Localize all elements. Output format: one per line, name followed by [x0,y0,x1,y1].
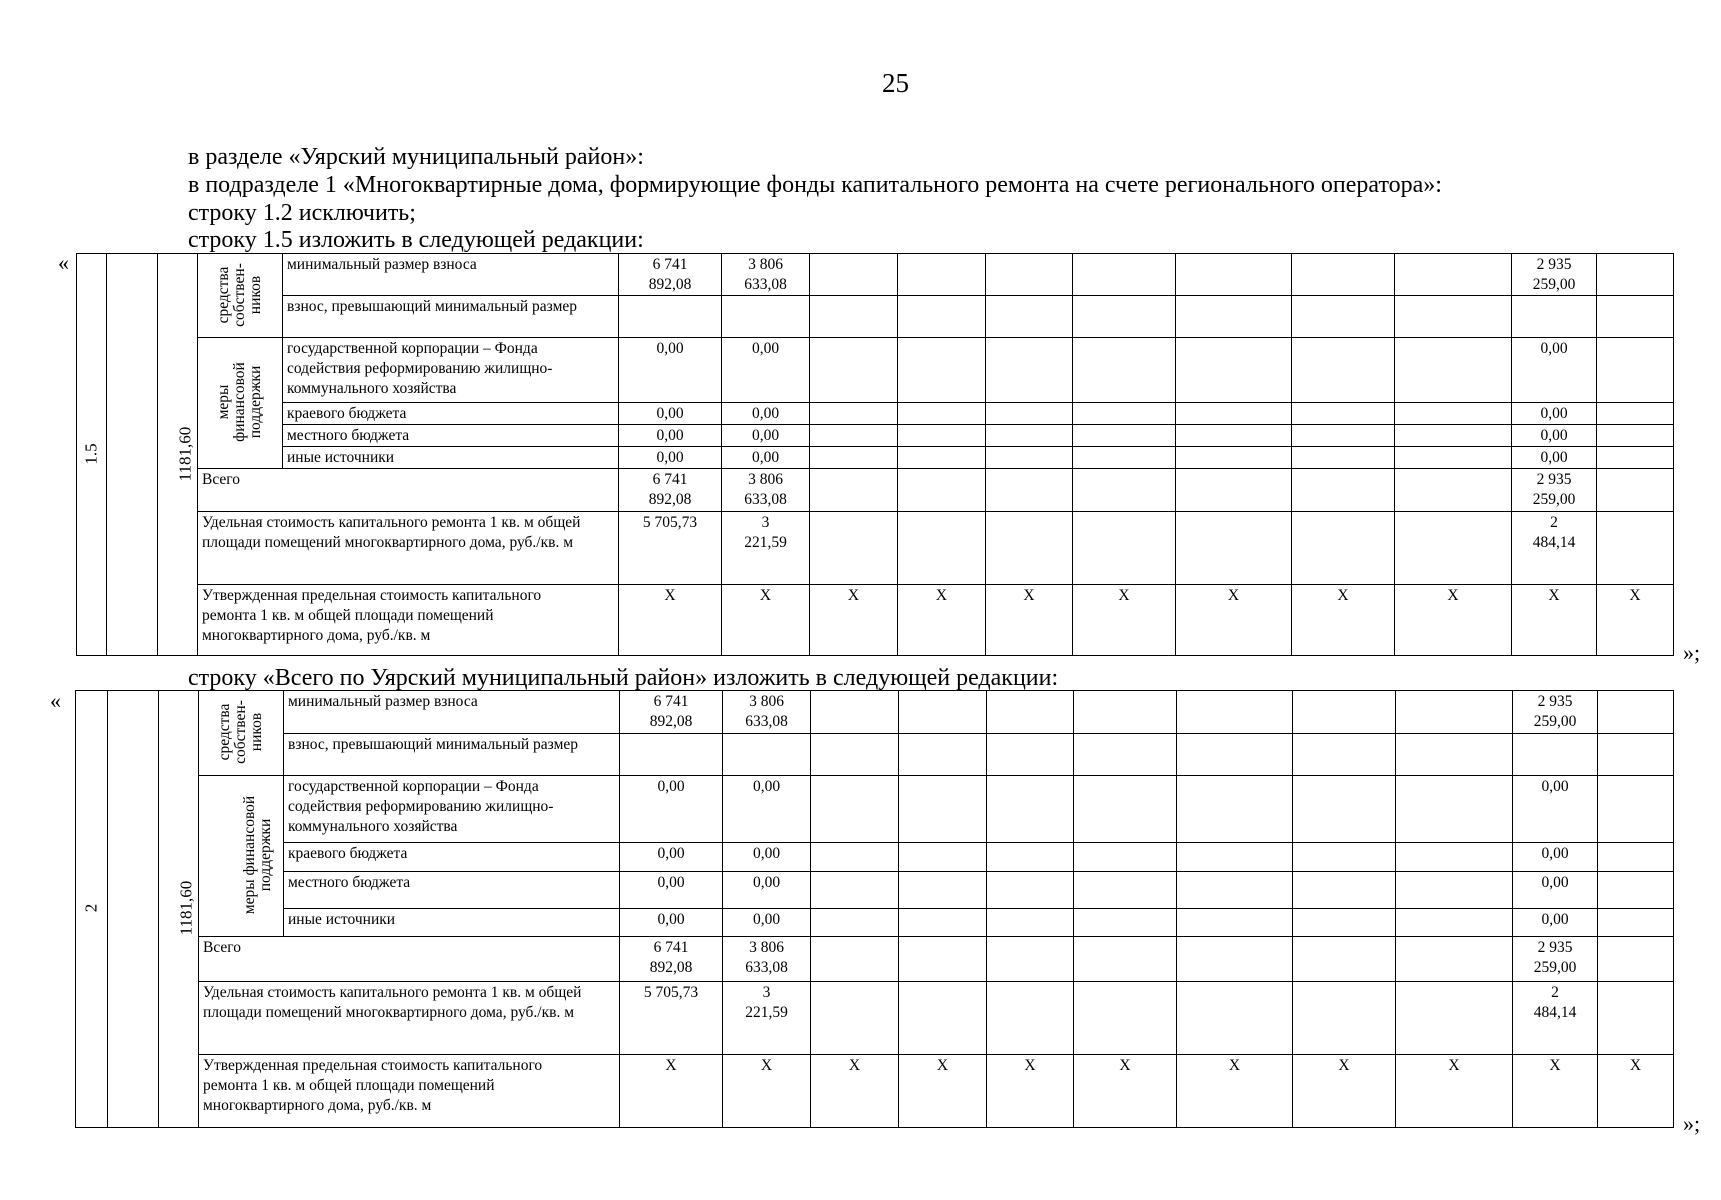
value-cell: 3 221,59 [723,982,811,1055]
value-cell: 0,00 [620,872,723,909]
value-cell: 0,00 [619,403,722,425]
x-mark: Х [1176,585,1292,656]
table-row [76,843,1674,872]
table-row [76,872,1674,909]
x-mark: Х [986,585,1073,656]
open-quote-2: « [50,688,61,713]
x-mark: Х [723,1055,811,1128]
row-label: Удельная стоимость капитального ремонта 1 кв. м общей площади помещений многоквартирного дома, руб./кв. м [199,982,620,1055]
intro-line-2: в подразделе 1 «Многоквартирные дома, формирующие фонды капитального ремонта на счете регионального оператора»: [188,172,1442,198]
intro-line-1: в разделе «Уярский муниципальный район»: [188,144,644,170]
table-row [77,447,1674,469]
row-label: государственной корпорации – Фонда содействия реформированию жилищно-коммунального хозяйства [284,776,620,843]
value-cell: 2 935 259,00 [1513,937,1598,982]
support-group-cell: меры финансовой поддержки [199,776,284,937]
area-cell: 1181,60 [158,254,198,656]
table-row [77,296,1674,338]
value-cell: 0,00 [1512,447,1597,469]
value-cell: 0,00 [620,843,723,872]
intro-line-4: строку 1.5 изложить в следующей редакции: [188,227,644,253]
value-cell: 5 705,73 [619,512,722,585]
support-group-cell: меры финансовой поддержки [198,338,283,469]
value-cell: 3 806 633,08 [723,937,811,982]
table-row [77,403,1674,425]
area-cell: 1181,60 [159,691,199,1128]
x-mark: Х [1396,1055,1513,1128]
x-mark: Х [1177,1055,1293,1128]
value-cell: 3 806 633,08 [722,469,810,512]
value-cell: 0,00 [722,447,810,469]
row-label: краевого бюджета [283,403,619,425]
row-label: Утвержденная предельная стоимость капитального ремонта 1 кв. м общей площади помещений многоквартирного дома, руб./кв. м [198,585,619,656]
row-number-cell: 2 [76,691,108,1128]
x-mark: Х [1513,1055,1598,1128]
intro-line-3: строку 1.2 исключить; [188,200,416,226]
row-label: взнос, превышающий минимальный размер [284,734,620,776]
row-label: взнос, превышающий минимальный размер [283,296,619,338]
value-cell: 0,00 [1513,776,1598,843]
row-label: Всего [199,937,620,982]
value-cell: 0,00 [1512,425,1597,447]
value-cell: 2 935 259,00 [1512,254,1597,296]
x-mark: Х [1293,1055,1396,1128]
close-quote-2: »; [1683,1111,1701,1136]
value-cell: 3 221,59 [722,512,810,585]
row-title-cell [108,691,159,1128]
x-mark: Х [620,1055,723,1128]
table-row [76,937,1674,982]
x-mark: Х [1074,1055,1177,1128]
table-row [76,776,1674,843]
value-cell: 0,00 [619,338,722,403]
table-row [76,909,1674,937]
table-row [77,254,1674,296]
value-cell: 2 935 259,00 [1513,691,1598,734]
value-cell: 0,00 [722,338,810,403]
value-cell: 3 806 633,08 [723,691,811,734]
x-mark: Х [1292,585,1395,656]
x-mark: Х [1073,585,1176,656]
value-cell: 6 741 892,08 [620,691,723,734]
row-label: Утвержденная предельная стоимость капитального ремонта 1 кв. м общей площади помещений многоквартирного дома, руб./кв. м [199,1055,620,1128]
value-cell: 0,00 [619,447,722,469]
open-quote-1: « [58,250,69,275]
x-mark: Х [898,585,986,656]
row-label: иные источники [283,447,619,469]
row-label: местного бюджета [283,425,619,447]
row-label: минимальный размер взноса [284,691,620,734]
amendment-table-1 [76,253,1674,656]
value-cell: 6 741 892,08 [620,937,723,982]
value-cell: 2 484,14 [1512,512,1597,585]
x-mark: Х [722,585,810,656]
value-cell: 0,00 [1512,403,1597,425]
x-mark: Х [1512,585,1597,656]
row-label: краевого бюджета [284,843,620,872]
x-mark: Х [899,1055,987,1128]
value-cell: 0,00 [722,403,810,425]
value-cell: 2 484,14 [1513,982,1598,1055]
x-mark: Х [619,585,722,656]
table-row [77,585,1674,656]
row-label: Удельная стоимость капитального ремонта 1 кв. м общей площади помещений многоквартирного дома, руб./кв. м [198,512,619,585]
value-cell: 2 935 259,00 [1512,469,1597,512]
value-cell: 0,00 [1513,843,1598,872]
table-row [76,734,1674,776]
table-row [76,982,1674,1055]
row-label: минимальный размер взноса [283,254,619,296]
value-cell: 0,00 [620,776,723,843]
value-cell: 0,00 [1513,909,1598,937]
between-line: строку «Всего по Уярский муниципальный район» изложить в следующей редакции: [188,665,1059,691]
x-mark: Х [811,1055,899,1128]
value-cell: 5 705,73 [620,982,723,1055]
value-cell: 0,00 [619,425,722,447]
value-cell: 0,00 [620,909,723,937]
value-cell: 0,00 [723,776,811,843]
value-cell: 0,00 [1512,338,1597,403]
value-cell: 0,00 [723,872,811,909]
table-row [77,338,1674,403]
table-row [76,1055,1674,1128]
table-row [76,691,1674,734]
page-number: 25 [882,68,909,98]
table-row [77,425,1674,447]
value-cell: 3 806 633,08 [722,254,810,296]
value-cell: 0,00 [723,909,811,937]
x-mark: Х [987,1055,1074,1128]
close-quote-1: »; [1683,640,1701,665]
value-cell: 0,00 [722,425,810,447]
table-row [77,512,1674,585]
row-label: Всего [198,469,619,512]
amendment-table-2 [75,690,1674,1128]
value-cell: 6 741 892,08 [619,469,722,512]
x-mark: Х [810,585,898,656]
value-cell: 0,00 [1513,872,1598,909]
table-row [77,469,1674,512]
row-title-cell [107,254,158,656]
row-label: государственной корпорации – Фонда содействия реформированию жилищно-коммунального хозяйства [283,338,619,403]
row-label: иные источники [284,909,620,937]
value-cell: 6 741 892,08 [619,254,722,296]
x-mark: Х [1597,585,1674,656]
value-cell: 0,00 [723,843,811,872]
row-label: местного бюджета [284,872,620,909]
owners-group-cell: средства собствен- ников [198,254,283,338]
x-mark: Х [1395,585,1512,656]
x-mark: Х [1598,1055,1674,1128]
row-number-cell: 1.5 [77,254,107,656]
owners-group-cell: средства собствен- ников [199,691,284,776]
